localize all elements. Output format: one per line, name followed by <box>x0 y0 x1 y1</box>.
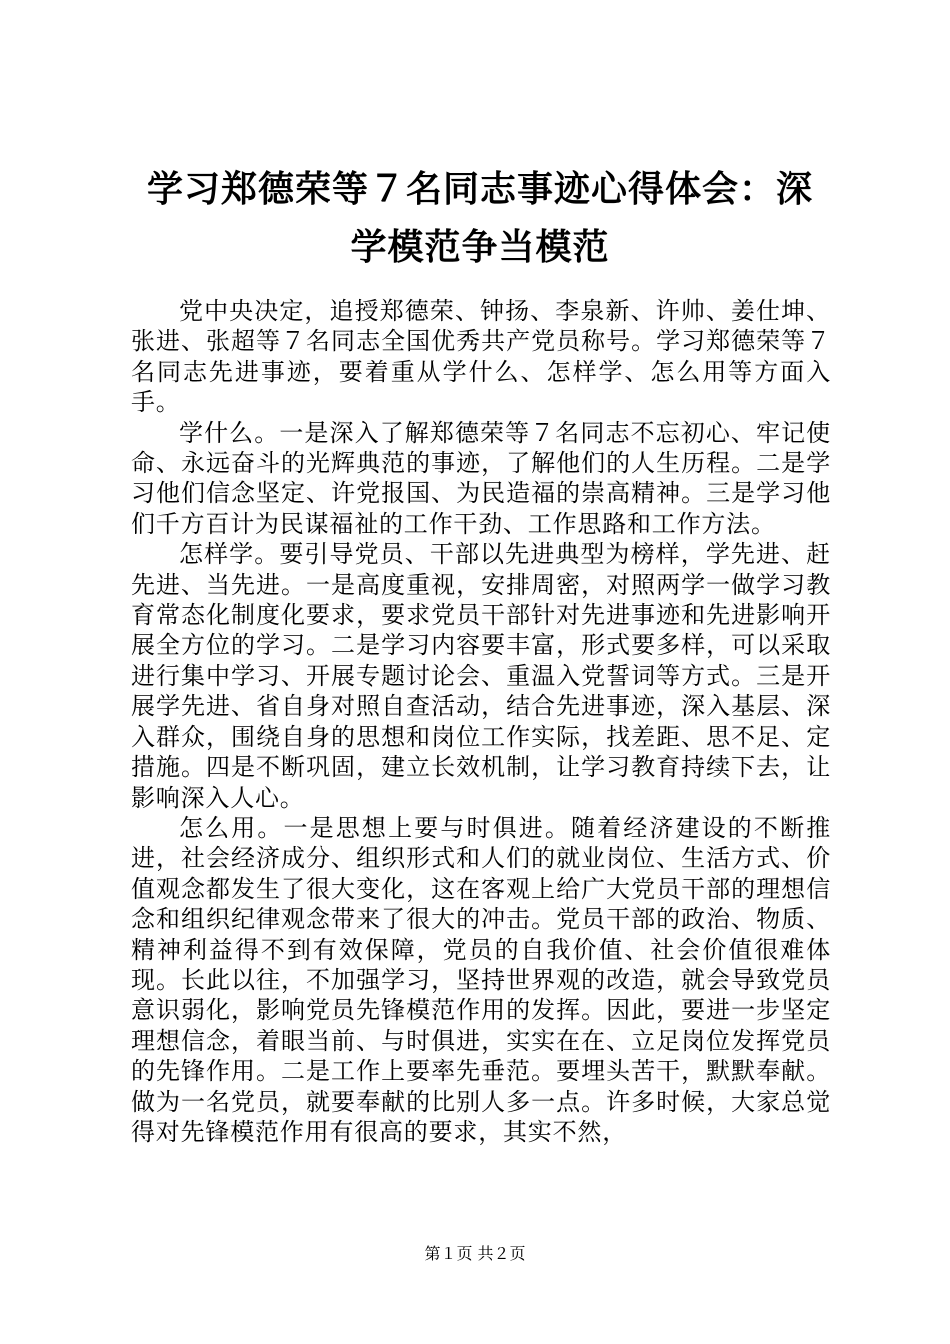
document-body <box>131 296 831 1147</box>
paragraph: 党中央决定，追授郑德荣、钟扬、李泉新、许帅、姜仕坤、张进、张超等７名同志全国优秀共产党员称号。学习郑德荣等７名同志先进事迹，要着重从学什么、怎样学、怎么用等方面入手。 <box>131 297 831 417</box>
paragraph: 怎样学。要引导党员、干部以先进典型为榜样，学先进、赶先进、当先进。一是高度重视，安排周密，对照两学一做学习教育常态化制度化要求，要求党员干部针对先进事迹和先进影响开展全方位的学习。二是学习内容要丰富，形式要多样，可以采取进行集中学习、开展专题讨论会、重温入党誓词等方式。三是开展学先进、省自身对照自查活动，结合先进事迹，深入基层、深入群众，围绕自身的思想和岗位工作实际，找差距、思不足、定措施。四是不断巩固，建立长效机制，让学习教育持续下去，让影响深入人心。 <box>131 540 831 812</box>
paragraph: 学什么。一是深入了解郑德荣等７名同志不忘初心、牢记使命、永远奋斗的光辉典范的事迹，了解他们的人生历程。二是学习他们信念坚定、许党报国、为民造福的崇高精神。三是学习他们千方百计为民谋福祉的工作干劲、工作思路和工作方法。 <box>131 418 831 538</box>
page-number-footer: 第１页 共２页 <box>424 1244 526 1263</box>
paragraph: 怎么用。一是思想上要与时俱进。随着经济建设的不断推进，社会经济成分、组织形式和人们的就业岗位、生活方式、价值观念都发生了很大变化，这在客观上给广大党员干部的理想信念和组织纪律观念带来了很大的冲击。党员干部的政治、物质、精神利益得不到有效保障，党员的自我价值、社会价值很难体现。长此以往，不加强学习，坚持世界观的改造，就会导致党员意识弱化，影响党员先锋模范作用的发挥。因此，要进一步坚定理想信念，着眼当前、与时俱进，实实在在、立足岗位发挥党员的先锋作用。二是工作上要率先垂范。要埋头苦干，默默奉献。做为一名党员，就要奉献的比别人多一点。许多时候，大家总觉得对先锋模范作用有很高的要求，其实不然， <box>131 813 831 1146</box>
document-title: 学习郑德荣等７名同志事迹心得体会：深学模范争当模范 <box>146 168 813 268</box>
